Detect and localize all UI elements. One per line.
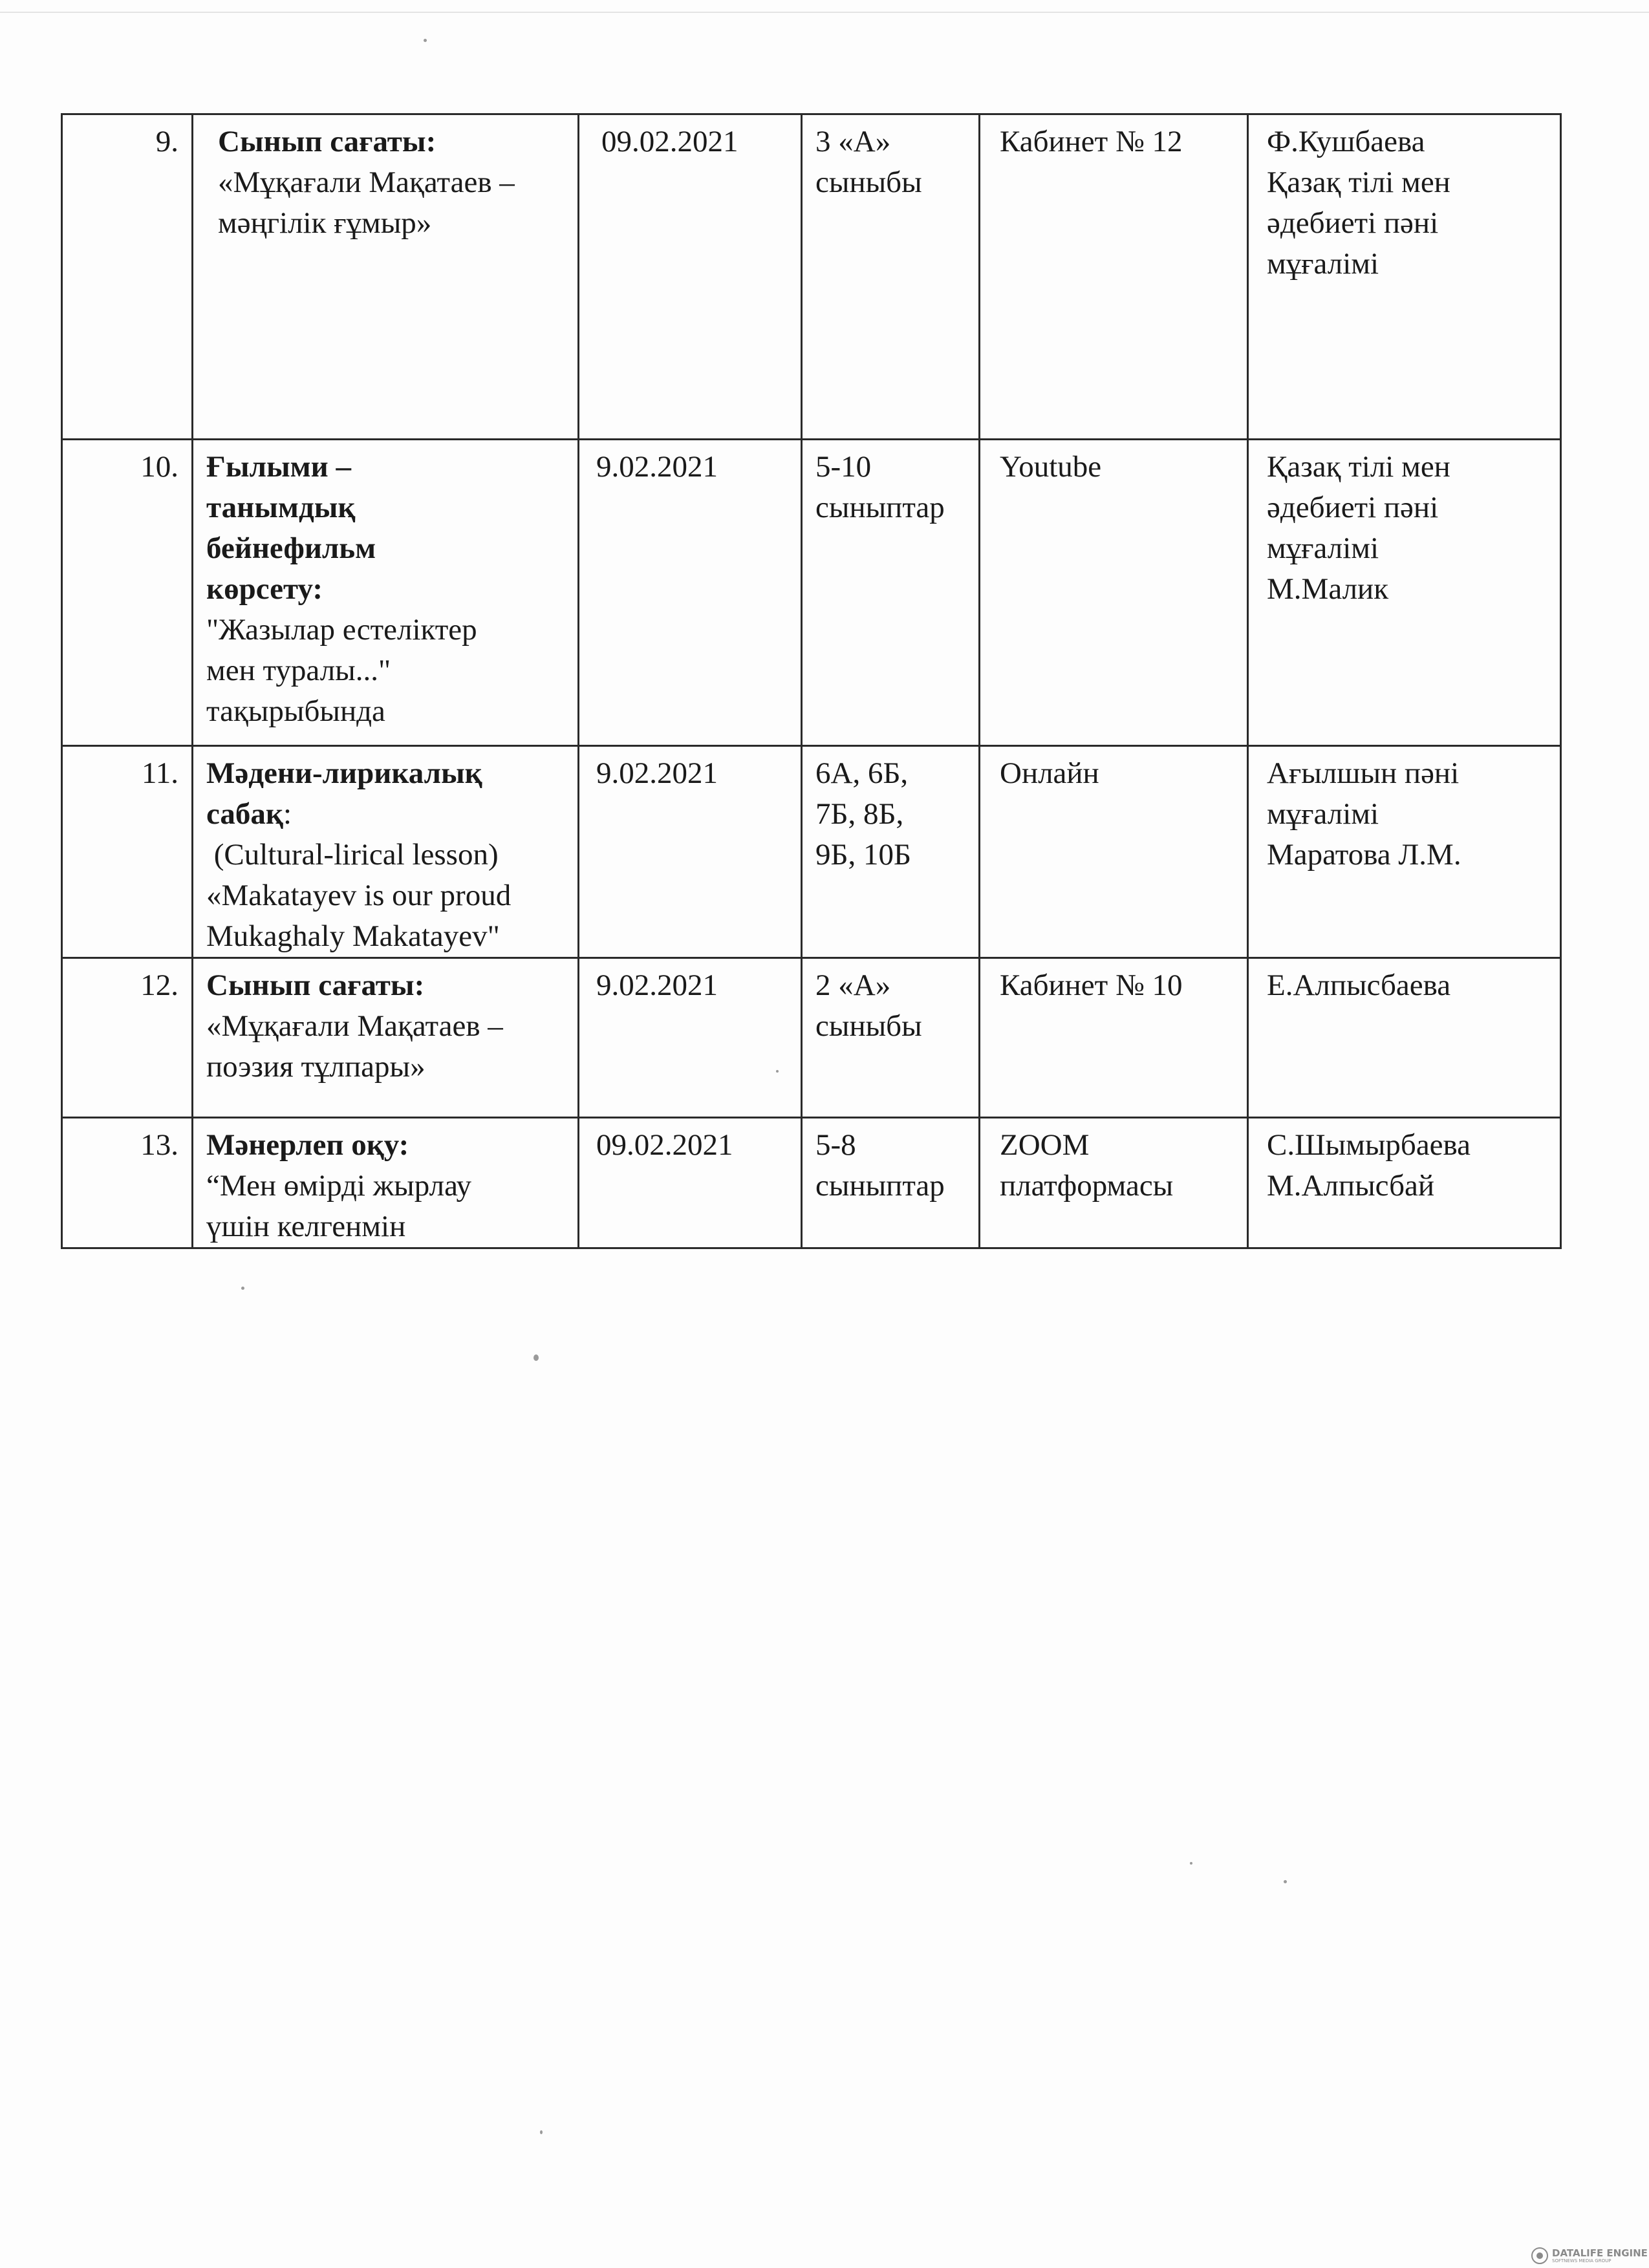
participants-cell xyxy=(802,958,980,1118)
responsible-line: Қазақ тілі мен xyxy=(1267,450,1450,484)
event-text-line: мәңгілік ғұмыр» xyxy=(218,206,432,240)
event-title-line: сабақ xyxy=(206,797,284,831)
responsible-line: Ағылшын пәні xyxy=(1267,756,1460,790)
event-text-line: “Мен өмірді жырлау xyxy=(206,1169,472,1203)
responsible-cell xyxy=(1248,746,1561,958)
venue-line: Кабинет № 10 xyxy=(1000,968,1183,1002)
responsible-line: М.Алпысбай xyxy=(1267,1169,1435,1203)
participants-line: сыныбы xyxy=(815,166,922,199)
date-cell: 9.02.2021 xyxy=(579,440,802,746)
responsible-line: мұғалімі xyxy=(1267,797,1379,831)
participants-line: 3 «А» xyxy=(815,125,891,158)
scan-speck xyxy=(241,1287,244,1290)
row-number: 12. xyxy=(62,958,193,1118)
responsible-line: мұғалімі xyxy=(1267,247,1379,281)
row-number: 13. xyxy=(62,1118,193,1248)
responsible-cell xyxy=(1248,1118,1561,1248)
watermark xyxy=(1531,2247,1648,2264)
responsible-line: Ф.Кушбаева xyxy=(1267,125,1425,158)
row-number: 10. xyxy=(62,440,193,746)
responsible-cell xyxy=(1248,958,1561,1118)
event-title: Сынып сағаты: xyxy=(218,125,436,158)
scan-speck xyxy=(1284,1880,1287,1883)
event-cell xyxy=(193,958,579,1118)
venue-cell xyxy=(980,440,1248,746)
responsible-line: С.Шымырбаева xyxy=(1267,1128,1471,1162)
responsible-line: мұғалімі xyxy=(1267,531,1379,565)
scan-speck xyxy=(540,2130,543,2134)
participants-line: 6А, 6Б, xyxy=(815,756,909,790)
responsible-line: Қазақ тілі мен xyxy=(1267,166,1450,199)
venue-line: Youtube xyxy=(1000,450,1102,484)
event-text-line: тақырыбында xyxy=(206,694,385,728)
watermark-subtitle: SOFTNEWS MEDIA GROUP xyxy=(1552,2258,1611,2263)
table-row xyxy=(62,114,1561,440)
date-cell: 9.02.2021 xyxy=(579,746,802,958)
event-title: Сынып сағаты: xyxy=(206,968,425,1002)
table-row xyxy=(62,1118,1561,1248)
participants-line: 5-8 xyxy=(815,1128,856,1162)
event-title-line: көрсету: xyxy=(206,572,323,606)
event-cell xyxy=(193,1118,579,1248)
venue-line: ZOOM xyxy=(1000,1128,1090,1162)
date-cell: 09.02.2021 xyxy=(579,1118,802,1248)
event-text-line: мен туралы..." xyxy=(206,654,391,687)
responsible-cell xyxy=(1248,440,1561,746)
event-text-line: «Мұқағали Мақатаев – xyxy=(206,1009,503,1043)
event-title-suffix: : xyxy=(283,797,292,831)
event-text-line: "Жазылар естеліктер xyxy=(206,613,477,647)
event-title-line: танымдық xyxy=(206,491,356,524)
scan-speck xyxy=(424,39,427,42)
participants-line: сыныптар xyxy=(815,491,945,524)
participants-cell xyxy=(802,746,980,958)
event-text-line: поэзия тұлпары» xyxy=(206,1050,426,1084)
venue-cell xyxy=(980,746,1248,958)
venue-cell xyxy=(980,958,1248,1118)
participants-cell xyxy=(802,114,980,440)
participants-line: 7Б, 8Б, xyxy=(815,797,904,831)
event-text-line: Mukaghaly Makatayev" xyxy=(206,919,500,953)
event-title: Мәнерлеп оқу: xyxy=(206,1128,409,1162)
event-title-line: Мәдени-лирикалық xyxy=(206,756,482,790)
responsible-line: М.Малик xyxy=(1267,572,1389,606)
event-cell xyxy=(193,440,579,746)
event-title-line: бейнефильм xyxy=(206,531,376,565)
venue-cell xyxy=(980,1118,1248,1248)
participants-line: 2 «А» xyxy=(815,968,891,1002)
responsible-line: Е.Алпысбаева xyxy=(1267,968,1451,1002)
venue-line: платформасы xyxy=(1000,1169,1174,1203)
event-plan-table xyxy=(61,113,1562,1249)
responsible-line: Маратова Л.М. xyxy=(1267,838,1461,872)
event-text-line: «Makatayev is our proud xyxy=(206,879,512,912)
watermark-name: DATALIFE ENGINE xyxy=(1552,2247,1648,2259)
responsible-cell xyxy=(1248,114,1561,440)
event-cell xyxy=(193,114,579,440)
scan-top-edge xyxy=(0,12,1649,13)
event-cell xyxy=(193,746,579,958)
datalife-logo-icon xyxy=(1531,2247,1548,2264)
venue-line: Кабинет № 12 xyxy=(1000,125,1183,158)
participants-cell xyxy=(802,1118,980,1248)
date-cell: 09.02.2021 xyxy=(579,114,802,440)
date-cell: 9.02.2021 xyxy=(579,958,802,1118)
venue-cell xyxy=(980,114,1248,440)
row-number: 11. xyxy=(62,746,193,958)
scan-speck xyxy=(534,1354,539,1361)
event-text-line: үшін келгенмін xyxy=(206,1210,406,1243)
row-number: 9. xyxy=(62,114,193,440)
venue-line: Онлайн xyxy=(1000,756,1099,790)
responsible-line: әдебиеті пәні xyxy=(1267,491,1439,524)
participants-line: 9Б, 10Б xyxy=(815,838,911,872)
event-text-line: «Мұқағали Мақатаев – xyxy=(218,166,515,199)
responsible-line: әдебиеті пәні xyxy=(1267,206,1439,240)
scan-speck xyxy=(1190,1862,1192,1865)
event-text-line: (Cultural-lirical lesson) xyxy=(206,838,499,872)
event-title-line: Ғылыми – xyxy=(206,450,352,484)
participants-line: 5-10 xyxy=(815,450,872,484)
participants-line: сыныптар xyxy=(815,1169,945,1203)
participants-line: сыныбы xyxy=(815,1009,922,1043)
table-row xyxy=(62,746,1561,958)
participants-cell xyxy=(802,440,980,746)
table-row xyxy=(62,958,1561,1118)
table-row xyxy=(62,440,1561,746)
